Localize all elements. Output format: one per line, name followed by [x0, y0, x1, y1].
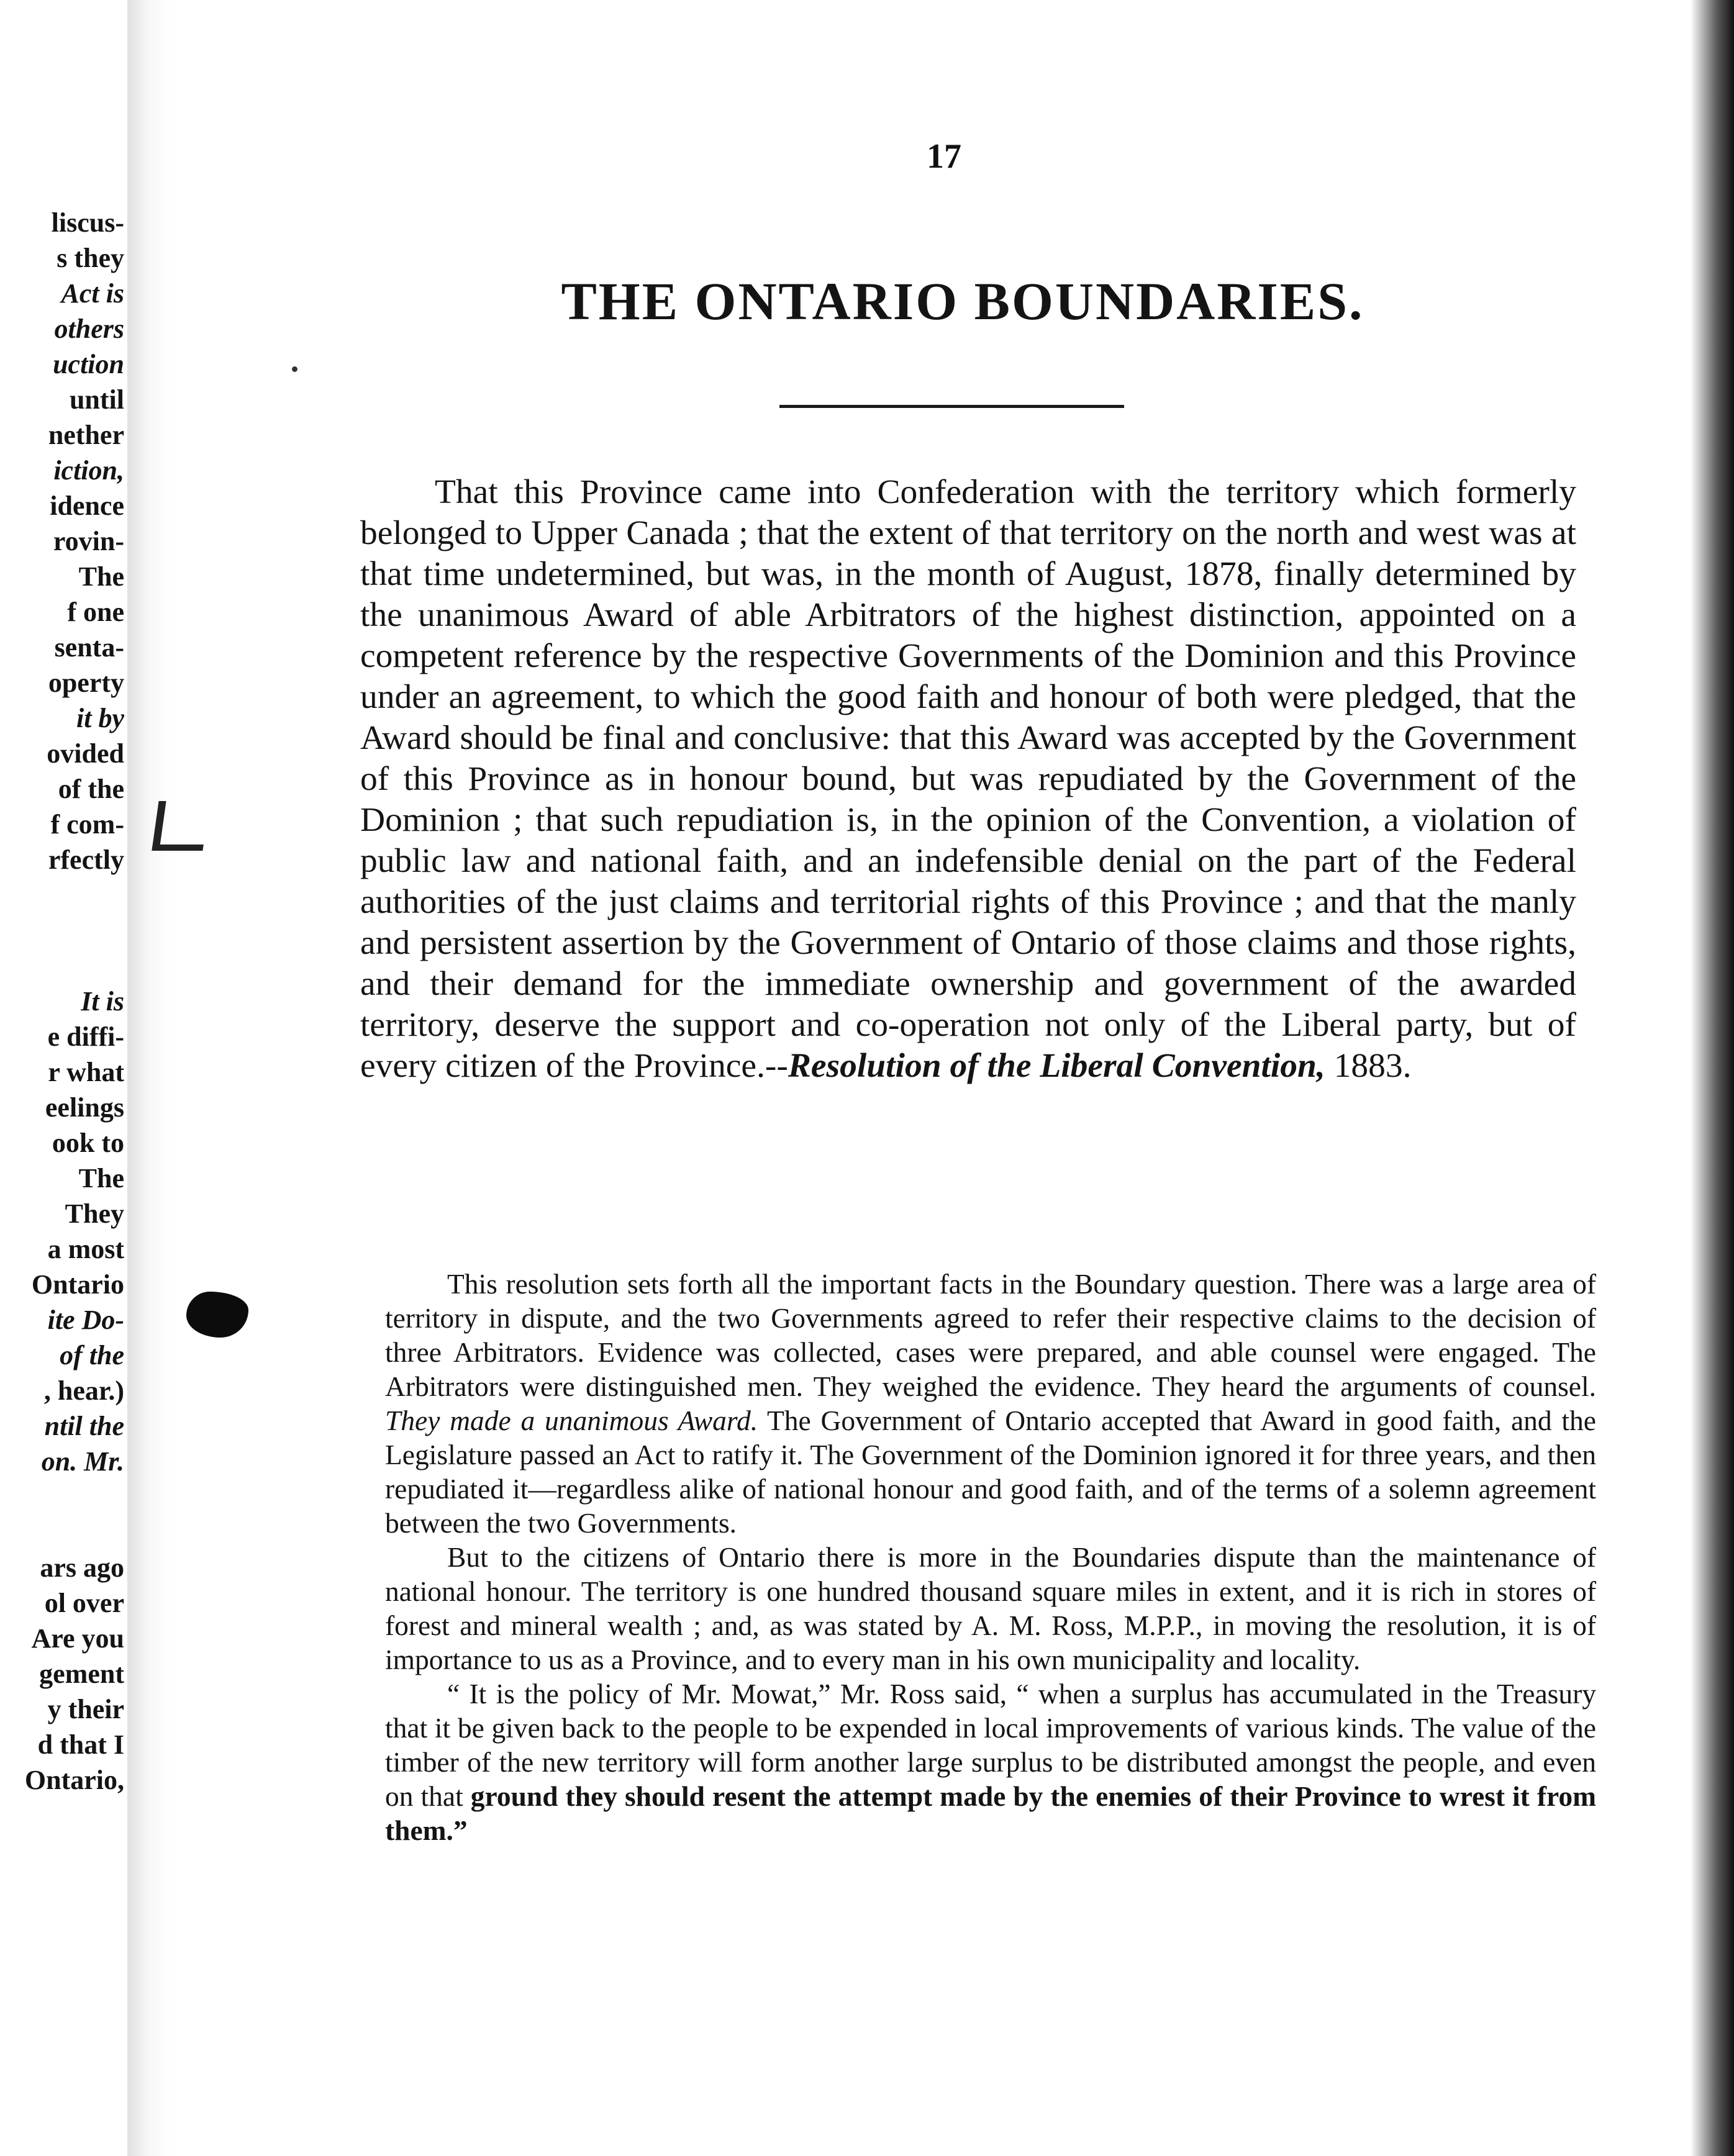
- facing-page-line: gement: [39, 1659, 124, 1689]
- facing-page-line: [0, 877, 124, 913]
- facing-page-line: a most: [47, 1234, 124, 1264]
- facing-page-line: rovin-: [53, 526, 124, 556]
- facing-page-line: it by: [76, 703, 124, 733]
- facing-page-line: r what: [48, 1057, 124, 1087]
- paragraph-3-text: “ It is the policy of Mr. Mowat,” Mr. Ross said, “ when a surplus has accumulated in the Treasury that it be given back to the people to be expended in local improvements of various kinds. The value of the timber of the new territory will form another large surplus to be distributed amongst the people, and even on that: [385, 1678, 1596, 1812]
- facing-page-line: f com-: [50, 809, 124, 840]
- page-title: THE ONTARIO BOUNDARIES.: [561, 271, 1364, 331]
- facing-page-fragments: [0, 205, 124, 1882]
- facing-page-line: ol over: [44, 1588, 124, 1618]
- commentary: [385, 1267, 1596, 1847]
- facing-page-line: of the: [60, 1340, 124, 1370]
- paragraph-1-emphasis: They made a unanimous Award.: [385, 1405, 758, 1436]
- facing-page-line: until: [69, 384, 124, 415]
- facing-page-line: liscus-: [51, 207, 124, 238]
- title-divider: [779, 405, 1124, 408]
- facing-page-line: ook to: [52, 1128, 124, 1158]
- facing-page-line: [0, 1479, 124, 1515]
- facing-page-line: nether: [48, 420, 124, 450]
- facing-page-line: e diffi-: [47, 1021, 124, 1052]
- paragraph-1-text: This resolution sets forth all the important facts in the Boundary question. There was a large area of territory in dispute, and the two Governments agreed to refer their respective claims to the decision of three Arbitrators. Evidence was collected, cases were prepared, and able counsel were engaged. The Arbitrators were distinguished men. They weighed the evidence. They heard the arguments of counsel.: [385, 1268, 1596, 1402]
- facing-page-line: rfectly: [48, 845, 124, 875]
- facing-page-line: ovided: [47, 738, 124, 769]
- facing-page-line: eelings: [45, 1092, 124, 1123]
- paragraph-3-bold-end: ground they should resent the attempt made by the enemies of their Province to wrest it from them.”: [385, 1780, 1596, 1846]
- page-fold-shadow: [127, 0, 171, 2156]
- facing-page-line: s they: [57, 243, 124, 273]
- facing-page-line: , hear.): [43, 1375, 124, 1406]
- ink-mark: [152, 801, 209, 851]
- resolution-year: 1883.: [1325, 1047, 1412, 1085]
- facing-page-line: idence: [50, 491, 124, 521]
- facing-page-line: [0, 1515, 124, 1550]
- facing-page-line: Are you: [31, 1623, 124, 1654]
- stray-ink-dot: [292, 366, 297, 372]
- page-number: 17: [927, 137, 961, 176]
- facing-page-line: ars ago: [40, 1552, 124, 1583]
- resolution-quote: [360, 472, 1576, 1087]
- facing-page-line: [0, 913, 124, 948]
- facing-page-line: operty: [48, 668, 124, 698]
- paragraph-1: [385, 1267, 1596, 1540]
- facing-page-line: f one: [67, 597, 124, 627]
- facing-page-line: ntil the: [44, 1411, 124, 1441]
- facing-page-line: on. Mr.: [41, 1446, 124, 1477]
- facing-page-line: [0, 948, 124, 984]
- page-edge-shadow: [1691, 0, 1734, 2156]
- facing-page-line: The: [78, 1163, 124, 1194]
- facing-page-line: others: [54, 314, 124, 344]
- facing-page-line: Ontario: [31, 1269, 124, 1300]
- facing-page-line: The: [78, 561, 124, 592]
- facing-page-line: Ontario,: [24, 1765, 124, 1795]
- paragraph-1-text-end: The Government of Ontario accepted that Award in good faith, and the Legislature passed an Act to ratify it. The Government of the Dominion ignored it for three years, and then repudiated it—regardless alike of national honour and good faith, and of the terms of a solemn agreement between the two Governments.: [385, 1405, 1596, 1539]
- resolution-body: That this Province came into Confederation with the territory which formerly belonged to Upper Canada ; that the extent of that territory on the north and west was at that time undetermined, but was, in the month of August, 1878, finally determined by the unanimous Award of able Arbitrators of the highest distinction, appointed on a competent reference by the respective Governments of the Dominion and this Province under an agreement, to which the good faith and honour of both were pledged, that the Award should be final and conclusive: that this Award was accepted by the Government of this Province as in honour bound, but was repudiated by the Government of the Dominion ; that such repudiation is, in the opinion of the Convention, a violation of public law and national faith, and an indefensible denial on the part of the Federal authorities of the just claims and territorial rights of this Province ; and that the manly and persistent assertion by the Government of Ontario of those claims and those rights, and their demand for the immediate ownership and government of the awarded territory, deserve the support and co-operation not only of the Liberal party, but of every citizen of the Province.--: [360, 473, 1576, 1085]
- paragraph-3: [385, 1677, 1596, 1847]
- resolution-source: Resolution of the Liberal Convention,: [788, 1047, 1325, 1085]
- facing-page-line: They: [65, 1198, 124, 1229]
- facing-page-line: y their: [47, 1694, 124, 1724]
- facing-page-line: iction,: [53, 455, 124, 486]
- facing-page-line: d that I: [37, 1729, 124, 1760]
- facing-page-line: It is: [81, 986, 124, 1017]
- paragraph-2: But to the citizens of Ontario there is more in the Boundaries dispute than the maintenance of national honour. The territory is one hundred thousand square miles in extent, and it is rich in stores of forest and mineral wealth ; and, as was stated by A. M. Ross, M.P.P., in moving the resolution, it is of importance to us as a Province, and to every man in his own municipality and locality.: [385, 1541, 1596, 1675]
- facing-page-line: ite Do-: [47, 1305, 124, 1335]
- facing-page-line: senta-: [54, 632, 124, 663]
- facing-page-line: of the: [58, 774, 124, 804]
- ink-blot: [186, 1292, 248, 1338]
- facing-page-line: uction: [53, 349, 124, 379]
- facing-page-line: Act is: [61, 278, 124, 309]
